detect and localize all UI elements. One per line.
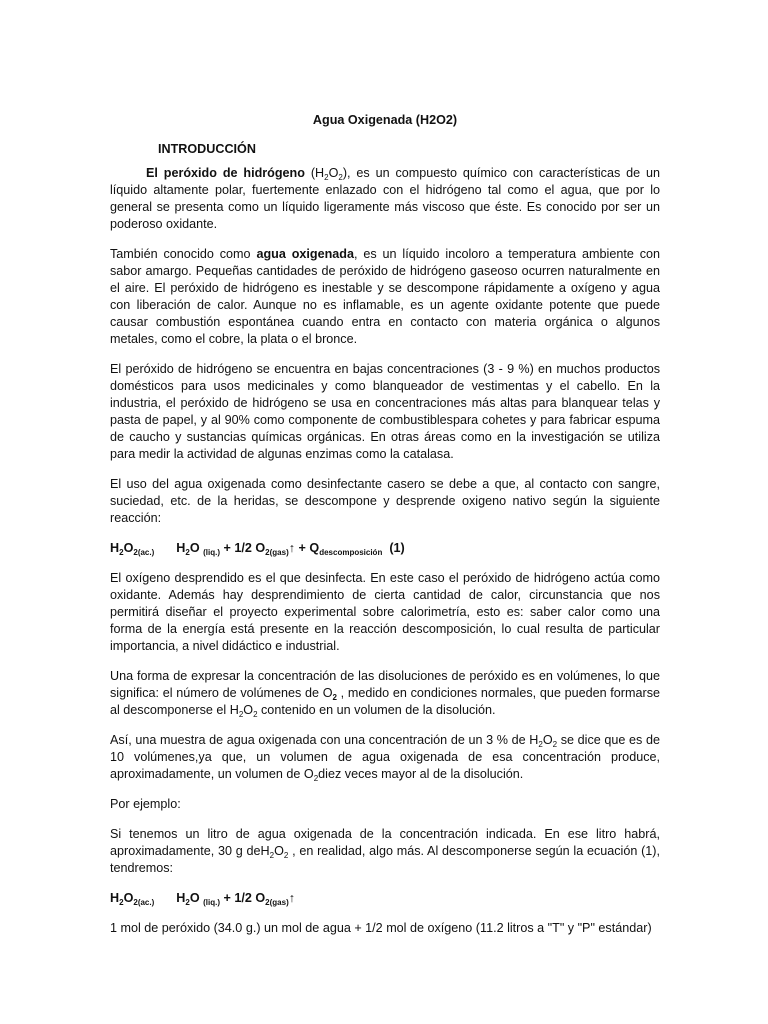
paragraph-7: Así, una muestra de agua oxigenada con una concentración de un 3 % de $H_2O_2$ se dice que es de 10 volúmenes,ya que, un volumen de agua oxigenada de esa concentración produce, aproximadamente, un volumen de $O_2diez$ veces mayor al de la disolución. <box>110 733 660 783</box>
document-title: Agua Oxigenada (H2O2) <box>312 113 458 127</box>
up-arrow-icon: ↑ <box>288 541 296 555</box>
up-arrow-icon: ↑ <box>288 891 296 905</box>
paragraph-2: También conocido como agua oxigenada, es un líquido incoloro a temperatura ambiente con sabor amargo. Pequeñas cantidades de peróxido de hidrógeno gaseoso ocurren naturalmente en el aire. El peróxido de hidrógeno es inestable y se descompone rápidamente a oxígeno y agua con liberación de calor. Aunque no es inflamable, es un agente oxidante potente que puede causar combustión espontánea cuando entra en contacto con materia orgánica o algunos metales, como el cobre, la plata o el bronce. <box>110 247 661 346</box>
paragraph-1: El peróxido de hidrógeno $(H_2O_2)$, es un compuesto químico con características de un líquido altamente polar, fuertemente enlazado con el hidrógeno tal como el agua, que por lo general se presenta como un líquido ligeramente más viscoso que éste. Es conocido por ser un poderoso oxidante. <box>110 166 660 231</box>
paragraph-6: Una forma de expresar la concentración de las disoluciones de peróxido es en volúmenes, lo que significa: el número de volúmenes de $O_2$ , medido en condiciones normales, que pueden formarse al descomponerse el $H_2O_2$ contenido en un volumen de la disolución. <box>110 669 660 719</box>
paragraph-3: El peróxido de hidrógeno se encuentra en bajas concentraciones (3 - 9 %) en muchos productos domésticos para usos medicinales y como blanqueador de vestimentas y el cabello. En la industria, el peróxido de hidrógeno se usa en concentraciones más altas para blanquear telas y pasta de papel, y al 90% como componente de combustiblespara cohetes y para fabricar espuma de caucho y sustancias químicas orgánicas. En otras áreas como en la investigación se utiliza para medir la actividad de algunas enzimas como la catalasa. <box>110 362 660 461</box>
paragraph-8: Por ejemplo: <box>110 797 181 811</box>
paragraph-9: Si tenemos un litro de agua oxigenada de la concentración indicada. En ese litro habrá, aproximadamente, 30 g $deH_2O_2$ , en realidad, algo más. Al descomponerse según la ecuación (1), tendremos: <box>110 827 660 875</box>
paragraph-5: El oxígeno desprendido es el que desinfecta. En este caso el peróxido de hidrógeno actúa como oxidante. Además hay desprendimiento de cierta cantidad de calor, circunstancia que nos permitirá diseñar el proyecto experimental sobre calorimetría, esto es: saber calor como una forma de la energía está presente en la reacción descomposición, lo cual resulta de particular importancia, a nivel didáctico e industrial. <box>110 571 660 653</box>
paragraph-4: El uso del agua oxigenada como desinfectante casero se debe a que, al contacto con sangre, suciedad, etc. de la heridas, se descompone y desprende oxigeno nativo según la siguiente reacción: <box>110 477 660 525</box>
bold-term: agua oxigenada <box>256 247 354 261</box>
equation-2: $H_2O_{2(ac.)}$ $H_2O$ $_{(liq.)}$ + 1/2 $O_{2(gas)}↑$ <box>110 891 296 907</box>
lead-term: El peróxido de hidrógeno <box>146 166 305 180</box>
section-heading: INTRODUCCIÓN <box>158 142 256 156</box>
equation-1: $H_2O_{2(ac.)}$ $H_2O$ $_{(liq.)}$ + 1/2 $O_{2(gas)}↑ + Q_{descomposición}$ (1) <box>110 541 405 557</box>
paragraph-10: 1 mol de peróxido (34.0 g.) un mol de agua + 1/2 mol de oxígeno (11.2 litros a "T" y "P" estándar) <box>110 921 652 935</box>
